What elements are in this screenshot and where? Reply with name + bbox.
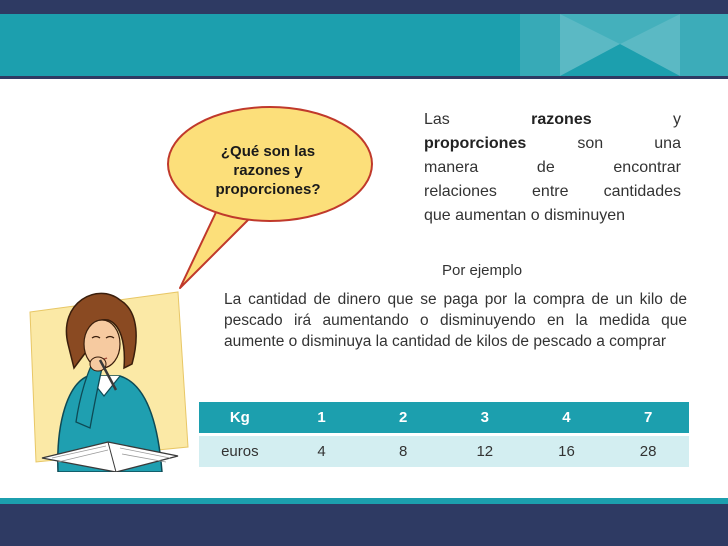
bubble-question [200, 142, 336, 199]
definition-line-3: manera de encontrar [424, 159, 681, 176]
table-cell: 16 [526, 436, 608, 467]
header-chevron-pattern [0, 14, 728, 76]
table-header-row [199, 402, 689, 436]
definition-line-1 [424, 108, 681, 132]
definition-word-las: Las [424, 111, 450, 128]
definition-line-5: que aumentan o disminuyen [424, 207, 626, 224]
table-header-cell: 4 [526, 402, 608, 436]
definition-word-son: son [577, 135, 604, 152]
definition-word-proporciones: proporciones [424, 135, 527, 152]
table-cell: 4 [281, 436, 363, 467]
table-header-cell: 2 [362, 402, 444, 436]
table-cell: 28 [607, 436, 689, 467]
table-header-cell: 3 [444, 402, 526, 436]
definition-word-y: y [672, 111, 681, 128]
bubble-line-2: razones y [233, 162, 303, 179]
definition-line-2 [424, 132, 681, 156]
table-header-cell: 7 [607, 402, 689, 436]
example-paragraph: La cantidad de dinero que se paga por la compra de un kilo de pescado irá aumentando o disminuyendo en la medida que aumente o disminuya la cantidad de kilos de pescado a comprar [224, 291, 687, 350]
definition-word-una: una [654, 135, 681, 152]
definition-line-4: relaciones entre cantidades [424, 183, 681, 200]
table-cell: 8 [362, 436, 444, 467]
definition-word-razones: razones [531, 111, 592, 128]
bubble-line-1: ¿Qué son las [220, 143, 316, 160]
table-cell: euros [199, 436, 281, 467]
footer-band-dark [0, 504, 728, 546]
thinking-girl-illustration [28, 272, 193, 477]
header-band-dark [0, 0, 728, 14]
table-header-cell: 1 [281, 402, 363, 436]
table-header-cell: Kg [199, 402, 281, 436]
definition-text [424, 108, 681, 228]
header-band-teal [0, 14, 728, 76]
table-row [199, 436, 689, 467]
bubble-line-3: proporciones? [215, 181, 321, 198]
example-label: Por ejemplo [442, 262, 523, 279]
proportion-table [199, 402, 689, 467]
speech-bubble-icon [150, 100, 410, 300]
table-cell: 12 [444, 436, 526, 467]
header-band-thin [0, 76, 728, 79]
